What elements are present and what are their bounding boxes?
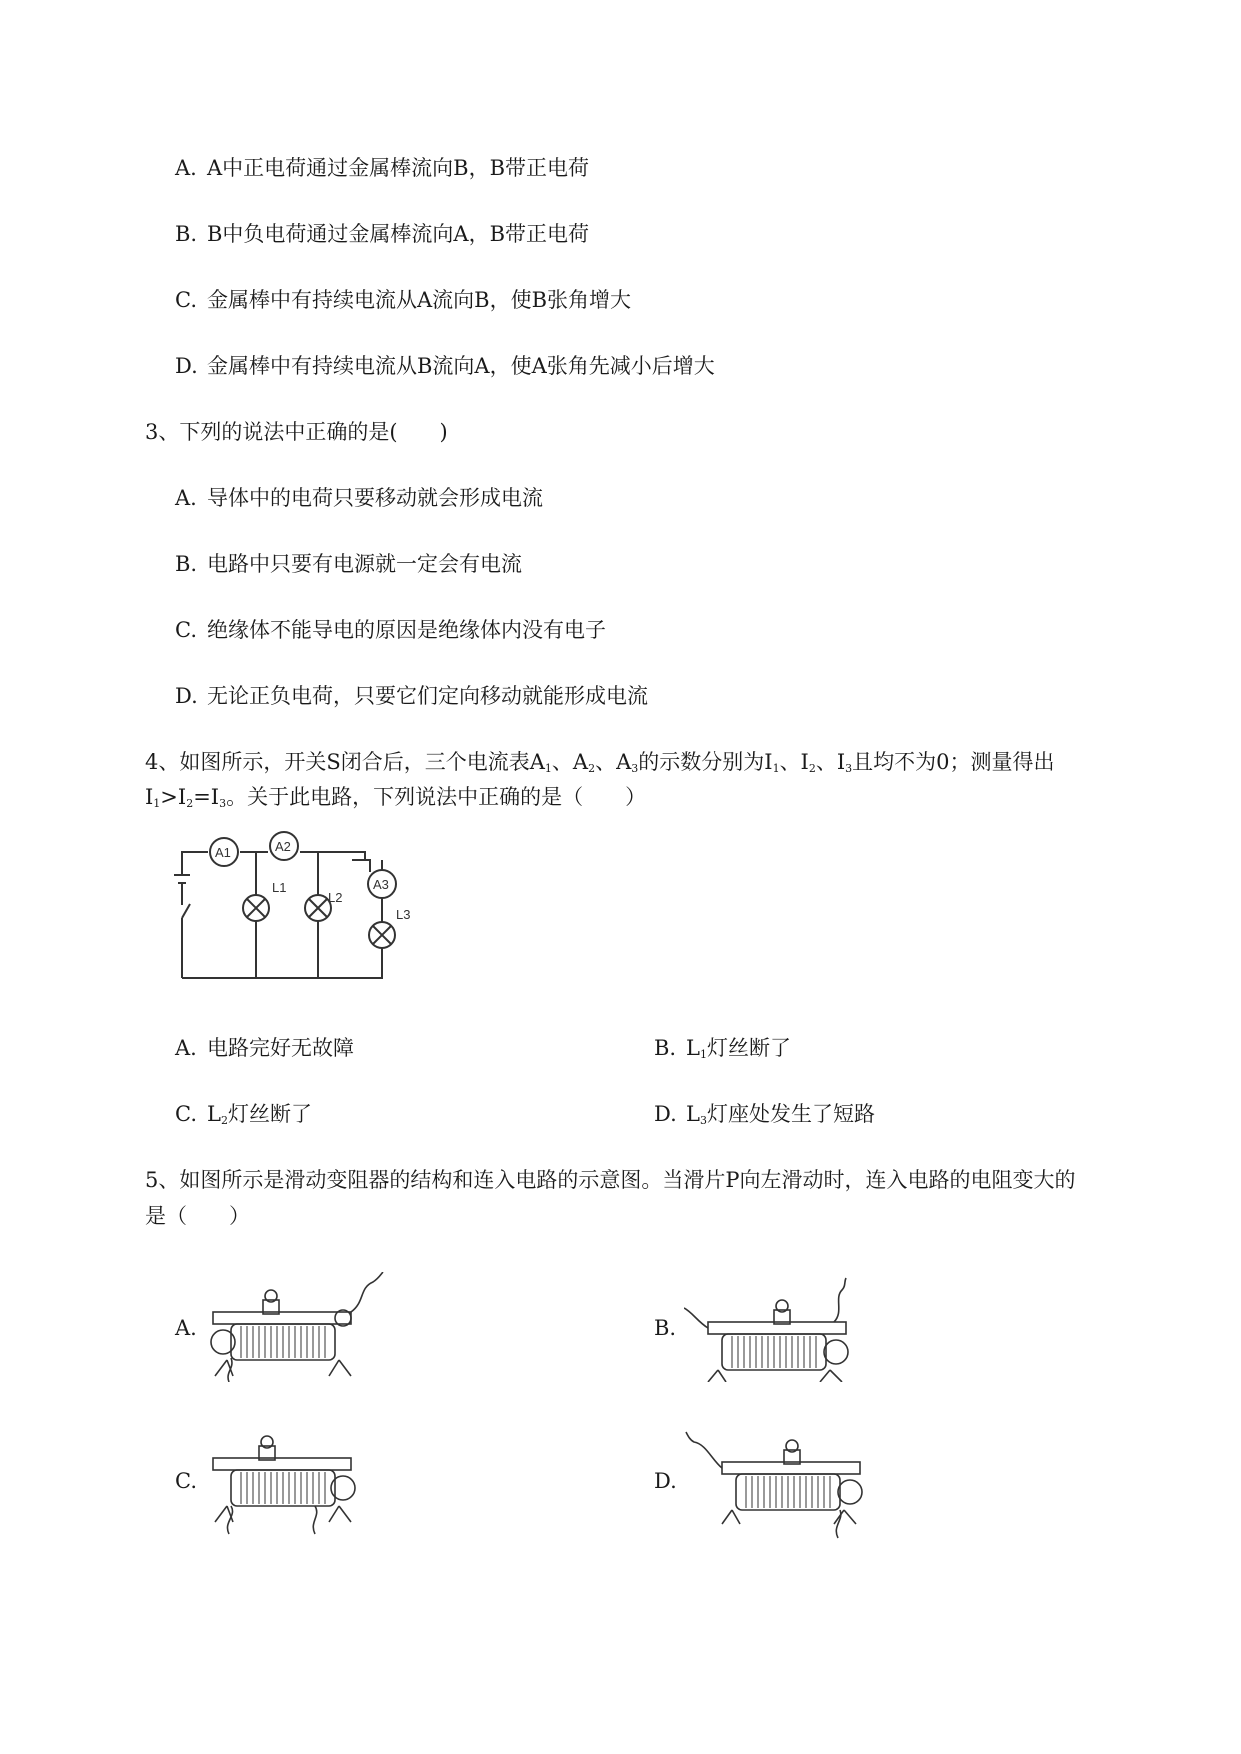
subscript: 1 [153, 797, 161, 810]
stem-text: 、I [779, 750, 809, 774]
rheostat-a [205, 1272, 385, 1382]
label-a3: A3 [373, 877, 389, 892]
option-text: L [686, 1036, 700, 1060]
stem-text: 。关于此电路，下列说法中正确的是（ ） [226, 785, 647, 809]
subscript: 1 [544, 762, 552, 775]
option-text: 灯丝断了 [227, 1102, 312, 1126]
option-letter: B. [654, 1036, 677, 1060]
q2-option-c [175, 287, 631, 313]
option-text: 电路中只要有电源就一定会有电流 [207, 552, 522, 576]
option-text: 无论正负电荷，只要它们定向移动就能形成电流 [207, 684, 648, 708]
label-l1: L1 [272, 880, 287, 895]
subscript: 2 [220, 1114, 228, 1127]
q3-option-c [175, 617, 606, 643]
q3-option-a [175, 485, 543, 511]
option-text: A中正电荷通过金属棒流向B，B带正电荷 [207, 156, 590, 180]
q4-option-a [175, 1035, 354, 1061]
option-letter: A. [175, 486, 197, 510]
option-letter: B. [175, 222, 198, 246]
subscript: 3 [699, 1114, 707, 1127]
q3-option-b [175, 551, 522, 577]
label-a1: A1 [215, 845, 231, 860]
subscript: 1 [772, 762, 780, 775]
q2-option-d [175, 353, 715, 379]
option-letter: C. [175, 1102, 197, 1126]
option-text: 灯丝断了 [706, 1036, 791, 1060]
q5-option-d-letter: D. [654, 1469, 677, 1493]
q3-stem: 3、下列的说法中正确的是( ) [145, 420, 448, 444]
stem-text: =I [193, 785, 220, 809]
label-a2: A2 [275, 839, 291, 854]
q2-option-b [175, 221, 589, 247]
subscript: 3 [219, 797, 227, 810]
label-l2: L2 [328, 890, 343, 905]
subscript: 2 [808, 762, 816, 775]
subscript: 3 [845, 762, 853, 775]
stem-text: 、A [595, 750, 632, 774]
rheostat-b [684, 1272, 864, 1382]
option-text: 电路完好无故障 [207, 1036, 354, 1060]
circuit-svg [170, 820, 430, 985]
circuit-diagram [170, 820, 430, 985]
stem-text: 的示数分别为I [638, 750, 773, 774]
rheostat-b-svg [684, 1272, 864, 1382]
option-letter: B. [175, 552, 198, 576]
option-text: 绝缘体不能导电的原因是绝缘体内没有电子 [207, 618, 606, 642]
option-letter: D. [175, 684, 198, 708]
option-letter: C. [175, 618, 197, 642]
option-letter: A. [175, 1036, 197, 1060]
rheostat-c [205, 1430, 385, 1540]
option-text: L [207, 1102, 221, 1126]
option-letter: D. [175, 354, 198, 378]
stem-text: >I [160, 785, 187, 809]
q3-option-d [175, 683, 648, 709]
q2-option-a [175, 155, 589, 181]
stem-text: I [145, 785, 154, 809]
rheostat-d [684, 1424, 864, 1540]
rheostat-c-svg [205, 1430, 385, 1540]
q4-option-c [175, 1101, 312, 1127]
option-text: 导体中的电荷只要移动就会形成电流 [207, 486, 543, 510]
q4-option-b [654, 1035, 791, 1061]
option-text: 灯座处发生了短路 [706, 1102, 875, 1126]
q5-option-b-letter: B. [654, 1316, 677, 1340]
option-text: 金属棒中有持续电流从B流向A，使A张角先减小后增大 [207, 354, 715, 378]
label-l3: L3 [396, 907, 411, 922]
q4-stem-line1 [145, 749, 1055, 775]
option-letter: D. [654, 1102, 677, 1126]
rheostat-d-svg [684, 1424, 864, 1540]
q4-option-d [654, 1101, 875, 1127]
q5-stem-line1: 5、如图所示是滑动变阻器的结构和连入电路的示意图。当滑片P向左滑动时，连入电路的电阻变大的 [145, 1168, 1076, 1192]
rheostat-a-svg [205, 1272, 385, 1382]
q5-option-a-letter: A. [175, 1316, 197, 1340]
subscript: 3 [631, 762, 639, 775]
stem-text: 4、如图所示，开关S闭合后，三个电流表A [145, 750, 545, 774]
option-text: 金属棒中有持续电流从A流向B，使B张角增大 [207, 288, 632, 312]
q5-stem-line2: 是（ ） [145, 1204, 250, 1228]
stem-text: 且均不为0；测量得出 [852, 750, 1055, 774]
q4-stem-line2 [145, 784, 646, 810]
q5-option-c-letter: C. [175, 1469, 197, 1493]
subscript: 1 [699, 1048, 707, 1061]
subscript: 2 [186, 797, 194, 810]
subscript: 2 [588, 762, 596, 775]
stem-text: 、A [551, 750, 589, 774]
option-text: B中负电荷通过金属棒流向A，B带正电荷 [207, 222, 590, 246]
option-letter: A. [175, 156, 197, 180]
option-letter: C. [175, 288, 197, 312]
option-text: L [686, 1102, 700, 1126]
stem-text: 、I [815, 750, 846, 774]
